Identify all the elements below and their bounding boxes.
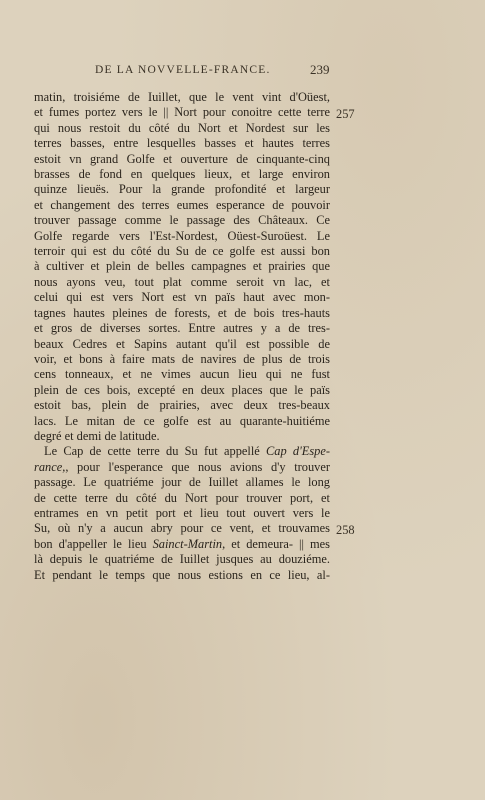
- text-line: terroir qui est du côté du Su de ce golfe est aussi bon: [34, 244, 330, 259]
- text-line: à cultiver et plein de belles campagnes et prairies que: [34, 259, 330, 274]
- text-run: Le Cap de cette terre du Su fut appellé: [44, 444, 260, 459]
- text-line: quinze lieuës. Pour la grande profondité et largeur: [34, 182, 330, 197]
- text-run: , pour l'esperance que nous avions d'y trouver: [65, 459, 330, 474]
- text-line: entrames en vn petit port et lieu tout ouvert vers le: [34, 505, 330, 520]
- text-line: matin, troisiéme de Iuillet, que le vent vint d'Oüest,: [34, 90, 330, 104]
- text-line: nous ayons veu, tout plat comme seroit vn lac, et: [34, 274, 330, 289]
- text-line: là depuis le quatriéme de Iuillet jusques au douziéme.: [34, 552, 330, 567]
- text-line: qui nous restoit du côté du Nort et Nordest sur les: [34, 120, 330, 135]
- text-line: beaux Cedres et Sapins autant qu'il est possible de: [34, 336, 330, 351]
- text-line: de cette terre du côté du Nort pour trouver port, et: [34, 490, 330, 505]
- place-name: Sainct-Martin: [152, 536, 223, 551]
- body-text: [34, 90, 330, 583]
- text-line: et gros de diverses sortes. Entre autres y a de tres-: [34, 321, 330, 336]
- text-line: estoit bas, plein de prairies, avec deux tres-beaux: [34, 398, 330, 413]
- text-line: [34, 537, 330, 552]
- page-number: 239: [310, 62, 330, 77]
- text-line: lacs. Le mitan de ce golfe est au quarante-huitiéme: [34, 413, 330, 428]
- text-line: tagnes hautes pleines de forests, et de bois tres-hauts: [34, 305, 330, 320]
- text-line: et changement des terres eumes esperance de pouvoir: [34, 197, 330, 212]
- text-line: et fumes portez vers le || Nort pour conoitre cette terre: [34, 105, 330, 120]
- text-run: , et demeura- || mes: [222, 536, 330, 551]
- text-line: passage. Le quatriéme jour de Iuillet allames le long: [34, 475, 330, 490]
- text-line: [34, 460, 330, 475]
- text-line: degré et demi de latitude.: [34, 428, 160, 443]
- text-line: voir, et bons à faire mats de navires de plus de trois: [34, 351, 330, 366]
- text-line: estoit vn grand Golfe et ouverture de cinquante-cinq: [34, 151, 330, 166]
- text-line: Golfe regarde vers l'Est-Nordest, Oüest-Suroüest. Le: [34, 228, 330, 243]
- place-name: rance,: [34, 459, 66, 474]
- text-line: Su, où n'y a aucun abry pour ce vent, et trouvames: [34, 521, 330, 536]
- text-line: plein de ces bois, excepté en deux places que le païs: [34, 382, 330, 397]
- text-line: [34, 444, 330, 459]
- text-line: cens tonneaux, et ne vimes aucun lieu qui ne fust: [34, 367, 330, 382]
- margin-page-ref: 257: [336, 107, 355, 121]
- text-line: terres basses, entre lesquelles basses et hautes terres: [34, 136, 330, 151]
- margin-page-ref: 258: [336, 523, 355, 537]
- text-line: trouver passage comme le passage des Châteaux. Ce: [34, 213, 330, 228]
- text-line: Et pendant le temps que nous estions en ce lieu, al-: [34, 567, 330, 582]
- text-line: celui qui est vers Nort est vn païs haut avec mon-: [34, 290, 330, 305]
- running-header: DE LA NOVVELLE-FRANCE.: [95, 64, 271, 76]
- text-run: bon d'appeller le lieu: [34, 536, 147, 551]
- text-line: brasses de fond en quelques lieux, et large environ: [34, 167, 330, 182]
- place-name: Cap d'Espe-: [266, 444, 330, 459]
